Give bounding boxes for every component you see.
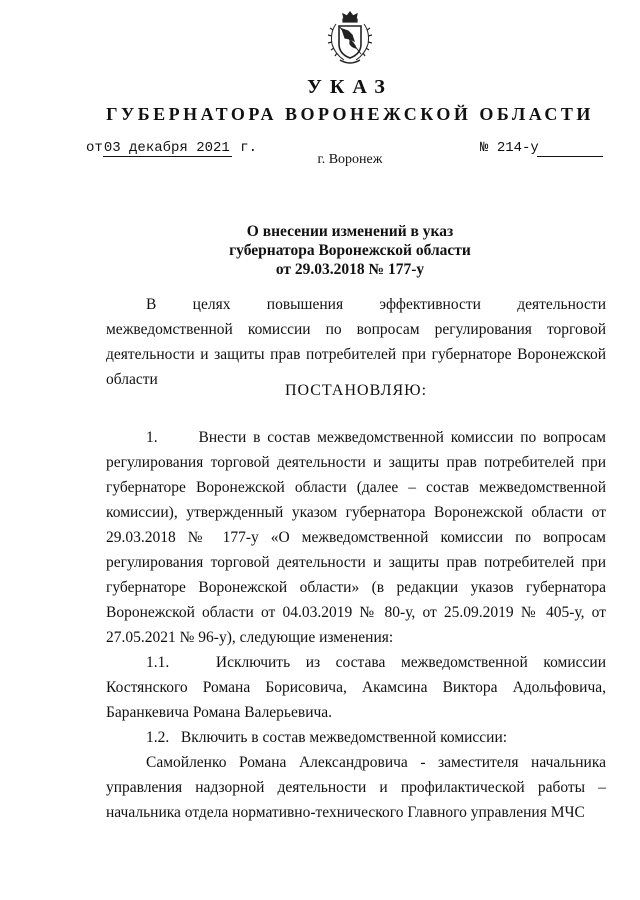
issuing-authority: ГУБЕРНАТОРА ВОРОНЕЖСКОЙ ОБЛАСТИ — [106, 104, 594, 124]
document-subject — [0, 222, 640, 279]
subject-line-1: О внесении изменений в указ — [246, 223, 454, 240]
item-1: 1. Внести в состав межведомственной комиссии по вопросам регулирования торговой деятельности и защиты прав потребителей при губернаторе Воронежской области (далее – состав межведомственной комиссии), утвержденный указом губернатора Воронежской области от 29.03.2018 № 177-у «О межведомственной комиссии по вопросам регулирования торговой деятельности и защиты прав потребителей при губернаторе Воронежской области» (в редакции указов губернатора Воронежской области от 04.03.2019 № 80-у, от 25.09.2019 № 405-у, от 27.05.2021 № 96-у), следующие изменения: — [106, 429, 606, 646]
subject-line-2: губернатора Воронежской области — [229, 242, 471, 259]
document-number: 214-у — [496, 140, 539, 156]
resolution-heading: ПОСТАНОВЛЯЮ: — [284, 382, 428, 399]
appointee-paragraph: Самойленко Романа Александровича - заместителя начальника управления надзорной деятельности и профилактической работы – начальника отдела нормативно-технического Главного управления МЧС — [106, 754, 606, 821]
coat-of-arms-emblem — [326, 10, 374, 68]
date-prefix: от — [86, 140, 103, 156]
document-type-title: УКАЗ — [307, 76, 393, 98]
number-prefix: № — [480, 140, 489, 156]
city-name: г. Воронеж — [317, 152, 383, 167]
date-suffix: г. — [240, 140, 258, 156]
preamble-paragraph: В целях повышения эффективности деятельности межведомственной комиссии по вопросам регулирования торговой деятельности и защиты прав потребителей при губернаторе Воронежской области — [106, 296, 606, 388]
subject-line-3: от 29.03.2018 № 177-у — [275, 261, 425, 278]
item-1-1: 1.1. Исключить из состава межведомственной комиссии Костянского Романа Борисовича, Акамсина Виктора Адольфовича, Баранкевича Романа Валерьевича. — [106, 654, 606, 721]
item-1-2: 1.2. Включить в состав межведомственной комиссии: — [146, 729, 508, 746]
document-body — [106, 425, 606, 825]
document-date: 03 декабря 2021 — [103, 140, 230, 156]
